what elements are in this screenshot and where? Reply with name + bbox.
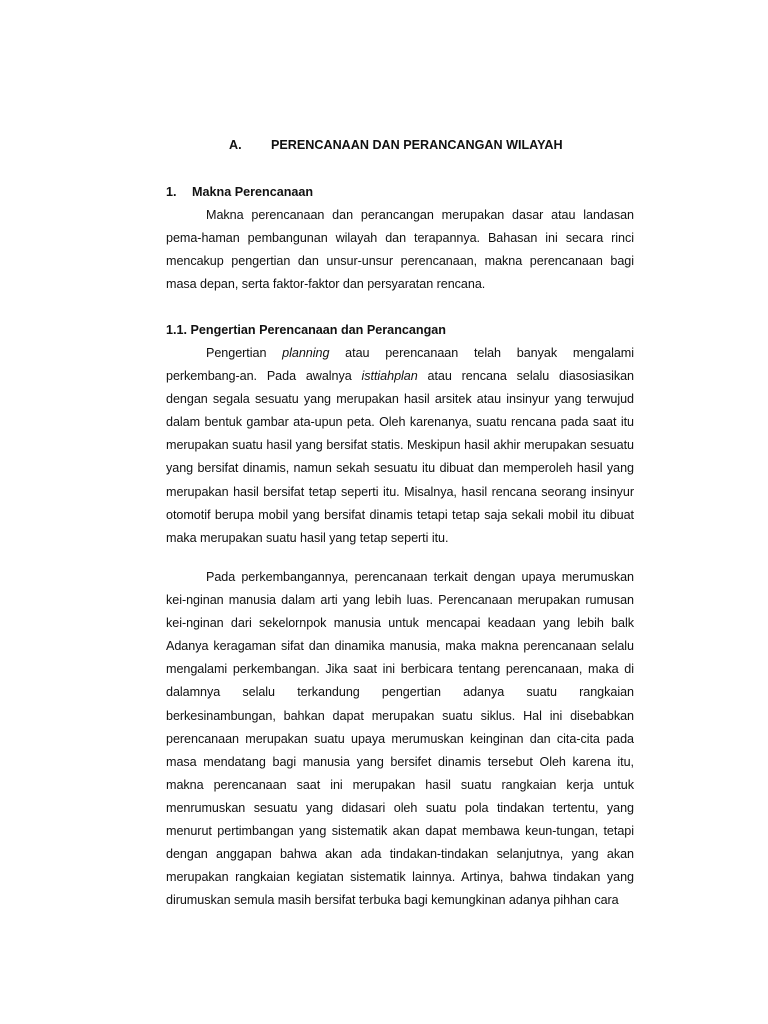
- p1-text-c: atau rencana selalu diasosiasikan dengan segala sesuatu yang merupakan hasil arsitek atau insinyur yang terwujud dalam bentuk gambar ata-upun peta. Oleh karenanya, suatu rencana pada saat itu merupakan suatu hasil yang bersifat statis. Meskipun hasil akhir merupakan sesuatu yang bersifat dinamis, namun sekah sesuatu itu dibuat dan memperoleh hasil yang merupakan hasil bersifat tetap seperti itu. Misalnya, hasil rencana seorang insinyur otomotif berupa mobil yang bersifat dinamis tetapi tetap saja sekali mobil itu dibuat maka merupakan suatu hasil yang tetap seperti itu.: [166, 369, 634, 545]
- section-title: PERENCANAAN DAN PERANCANGAN WILAYAH: [271, 138, 563, 152]
- paragraph-pengertian-planning: [166, 342, 634, 550]
- paragraph-makna-perencanaan: Makna perencanaan dan perancangan merupakan dasar atau landasan pema-haman pembangunan wilayah dan terapannya. Bahasan ini secara rinci mencakup pengertian dan unsur-unsur perencanaan, makna perencanaan bagi masa depan, serta faktor-faktor dan persyaratan rencana.: [166, 208, 634, 292]
- section-number: A.: [229, 138, 242, 152]
- section-heading: [229, 138, 563, 152]
- subsection-title-1: Makna Perencanaan: [192, 185, 314, 199]
- p1-term-isttiahplan: isttiahplan: [361, 369, 418, 384]
- p1-text-b: atau perencanaan telah banyak mengalami perkembang-an. Pada awalnya: [166, 346, 634, 384]
- subsection-heading-1: [166, 185, 313, 199]
- p1-term-planning: planning: [282, 346, 330, 360]
- subsection-heading-1-1: 1.1. Pengertian Perencanaan dan Perancangan: [166, 323, 446, 337]
- paragraph-perkembangan: Pada perkembangannya, perencanaan terkait dengan upaya merumuskan kei-nginan manusia dalam arti yang lebih luas. Perencanaan merupakan rumusan kei-nginan dari sekelornpok manusia untuk mencapai keadaan yang lebih balk Adanya keragaman sifat dan dinamika manusia, maka makna perencanaan selalu mengalami perkembangan. Jika saat ini berbicara tentang perencanaan, maka di dalamnya selalu terkandung pengertian adanya suatu rangkaian berkesinambungan, bahkan dapat merupakan suatu siklus. Hal ini disebabkan perencanaan merupakan suatu upaya merumuskan keinginan dan cita-cita pada masa mendatang bagi manusia yang bersifet dinamis tersebut Oleh karena itu, makna perencanaan saat ini merupakan hasil suatu rangkaian kerja untuk menrumuskan sesuatu yang didasari oleh suatu pola tindakan tertentu, yang menurut pertimbangan yang sistematik akan dapat membawa keun-tungan, tetapi dengan anggapan bahwa akan ada tindakan-tindakan selanjutnya, yang akan merupakan rangkaian kegiatan sistematik lainnya. Artinya, bahwa tindakan yang dirumuskan semula masih bersifat terbuka bagi kemungkinan adanya pihhan cara: [166, 570, 634, 908]
- subsection-number-1: 1.: [166, 185, 177, 199]
- p1-text-a: Pengertian: [206, 346, 283, 360]
